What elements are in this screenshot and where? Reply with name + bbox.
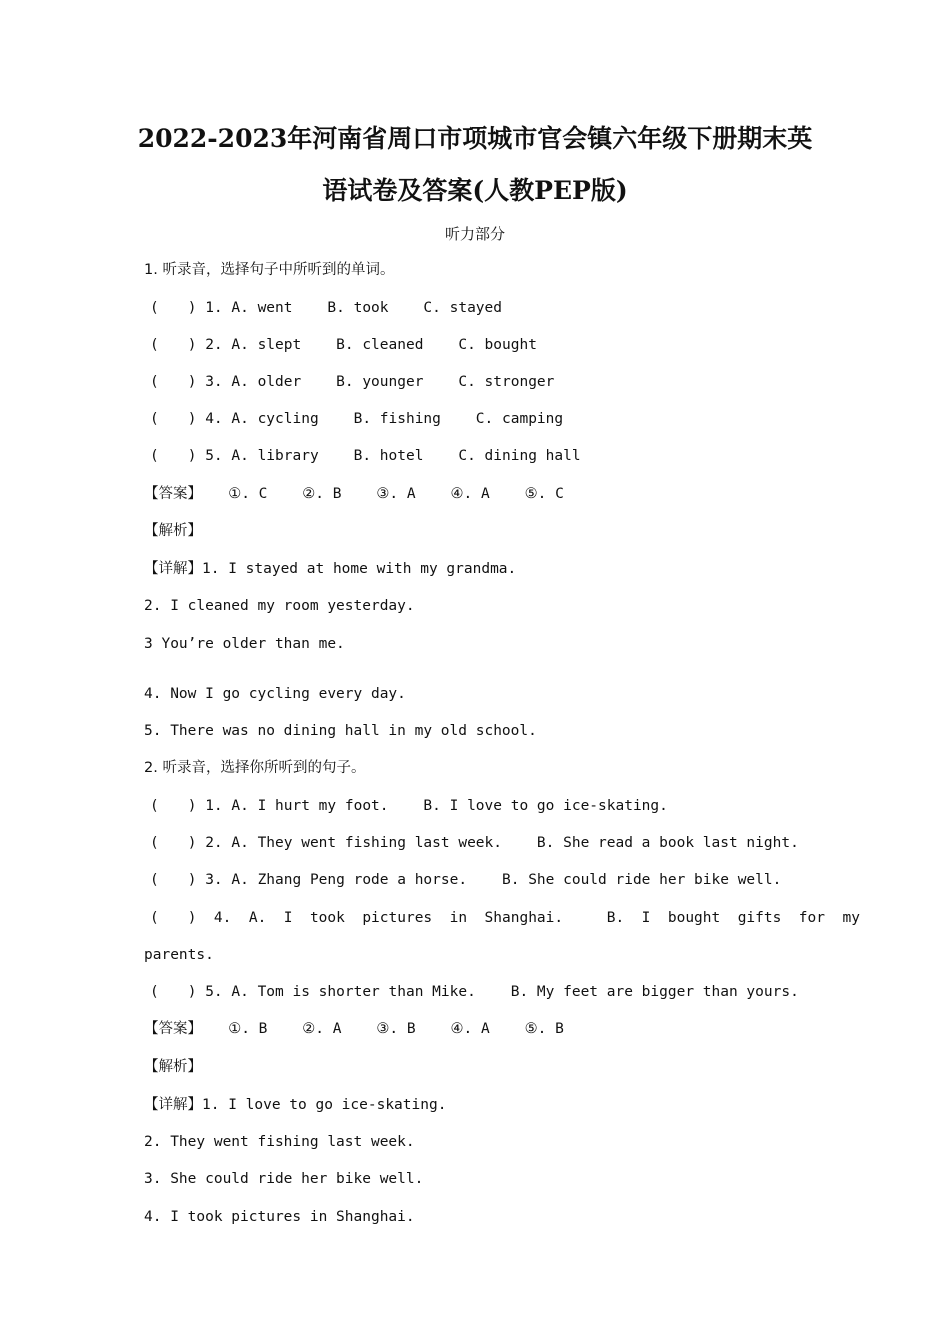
q2-item-4: ( ) 4. A. I took pictures in Shanghai. B. I bought gifts for my bbox=[150, 910, 860, 926]
q2-item-2: ( ) 2. A. They went fishing last week. B. She read a book last night. bbox=[150, 835, 799, 851]
q2-detail-4: 4. I took pictures in Shanghai. bbox=[144, 1209, 415, 1225]
q2-item-3: ( ) 3. A. Zhang Peng rode a horse. B. She could ride her bike well. bbox=[150, 872, 782, 888]
q2-detail-2: 2. They went fishing last week. bbox=[144, 1134, 415, 1150]
q1-item-5: ( ) 5. A. library B. hotel C. dining hall bbox=[150, 448, 581, 464]
q1-detail-2: 2. I cleaned my room yesterday. bbox=[144, 598, 415, 614]
q1-detail-4: 4. Now I go cycling every day. bbox=[144, 686, 406, 702]
q1-detail-3: 3 You’re older than me. bbox=[144, 636, 345, 652]
q1-analysis-label: 【解析】 bbox=[144, 523, 202, 539]
q2-item-4-cont: parents. bbox=[144, 947, 214, 963]
q1-item-2: ( ) 2. A. slept B. cleaned C. bought bbox=[150, 337, 537, 353]
q2-analysis-label: 【解析】 bbox=[144, 1059, 202, 1075]
doc-title-line1: 2022-2023年河南省周口市项城市官会镇六年级下册期末英 bbox=[137, 124, 813, 153]
q1-detail-1: 1. I stayed at home with my grandma. bbox=[202, 561, 517, 577]
q1-prompt: 1. 听录音，选择句子中所听到的单词。 bbox=[144, 262, 395, 278]
q1-detail-row-1 bbox=[144, 559, 516, 579]
q2-prompt: 2. 听录音，选择你所听到的句子。 bbox=[144, 760, 366, 776]
q2-answer-label: 【答案】 bbox=[144, 1021, 202, 1037]
q2-item-1: ( ) 1. A. I hurt my foot. B. I love to go ice-skating. bbox=[150, 798, 668, 814]
q2-item-5: ( ) 5. A. Tom is shorter than Mike. B. My feet are bigger than yours. bbox=[150, 984, 799, 1000]
doc-title-line2: 语试卷及答案(人教PEP版) bbox=[322, 176, 628, 205]
q1-item-3: ( ) 3. A. older B. younger C. stronger bbox=[150, 374, 555, 390]
q2-answer-row bbox=[144, 1019, 564, 1039]
q1-item-4: ( ) 4. A. cycling B. fishing C. camping bbox=[150, 411, 564, 427]
q1-answer-values: ①. C ②. B ③. A ④. A ⑤. C bbox=[202, 486, 564, 502]
q1-answer-label: 【答案】 bbox=[144, 486, 202, 502]
q2-detail-row-1 bbox=[144, 1095, 446, 1115]
q1-item-1: ( ) 1. A. went B. took C. stayed bbox=[150, 300, 503, 316]
section-heading: 听力部分 bbox=[444, 225, 505, 243]
q2-answer-values: ①. B ②. A ③. B ④. A ⑤. B bbox=[202, 1021, 564, 1037]
q1-detail-5: 5. There was no dining hall in my old school. bbox=[144, 723, 537, 739]
q2-detail-label: 【详解】 bbox=[144, 1097, 202, 1113]
q1-detail-label: 【详解】 bbox=[144, 561, 202, 577]
q2-detail-1: 1. I love to go ice-skating. bbox=[202, 1097, 447, 1113]
q1-answer-row bbox=[144, 484, 564, 504]
q2-detail-3: 3. She could ride her bike well. bbox=[144, 1171, 424, 1187]
